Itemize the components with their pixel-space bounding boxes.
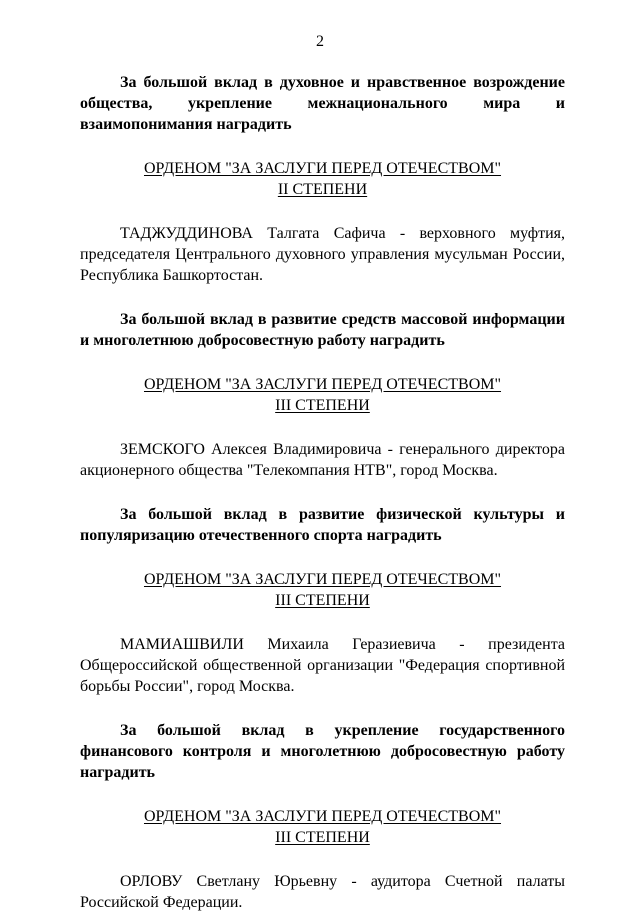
awardee-entry: ЗЕМСКОГО Алексея Владимировича - генерального директора акционерного общества "Телекомпания НТВ", город Москва.	[80, 441, 565, 479]
order-degree: III СТЕПЕНИ	[275, 592, 370, 609]
awardee-entry: МАМИАШВИЛИ Михаила Геразиевича - президента Общероссийской общественной организации "Федерация спортивной борьбы России", город Москва.	[80, 636, 565, 695]
order-name: ОРДЕНОМ "ЗА ЗАСЛУГИ ПЕРЕД ОТЕЧЕСТВОМ"	[143, 160, 502, 177]
order-name: ОРДЕНОМ "ЗА ЗАСЛУГИ ПЕРЕД ОТЕЧЕСТВОМ"	[143, 376, 502, 393]
page-number: 2	[316, 33, 324, 50]
order-title	[80, 158, 565, 200]
awardee-entry: ОРЛОВУ Светлану Юрьевну - аудитора Счетной палаты Российской Федерации.	[80, 873, 565, 911]
decree-body	[80, 72, 565, 913]
order-name: ОРДЕНОМ "ЗА ЗАСЛУГИ ПЕРЕД ОТЕЧЕСТВОМ"	[143, 571, 502, 588]
awardee-entry: ТАДЖУДДИНОВА Талгата Сафича - верховного муфтия, председателя Центрального духовного управления мусульман России, Республика Башкортостан.	[80, 225, 565, 284]
order-title	[80, 569, 565, 611]
order-name: ОРДЕНОМ "ЗА ЗАСЛУГИ ПЕРЕД ОТЕЧЕСТВОМ"	[143, 808, 502, 825]
order-degree: III СТЕПЕНИ	[275, 829, 370, 846]
order-title	[80, 374, 565, 416]
order-degree: III СТЕПЕНИ	[275, 397, 370, 414]
award-reason: За большой вклад в духовное и нравственное возрождение общества, укрепление межнационального мира и взаимопонимания наградить	[80, 74, 565, 133]
award-reason: За большой вклад в укрепление государственного финансового контроля и многолетнюю добросовестную работу наградить	[80, 722, 565, 781]
award-reason: За большой вклад в развитие средств массовой информации и многолетнюю добросовестную работу наградить	[80, 311, 565, 349]
order-degree: II СТЕПЕНИ	[277, 181, 368, 198]
award-reason: За большой вклад в развитие физической культуры и популяризацию отечественного спорта наградить	[80, 506, 565, 544]
order-title	[80, 806, 565, 848]
